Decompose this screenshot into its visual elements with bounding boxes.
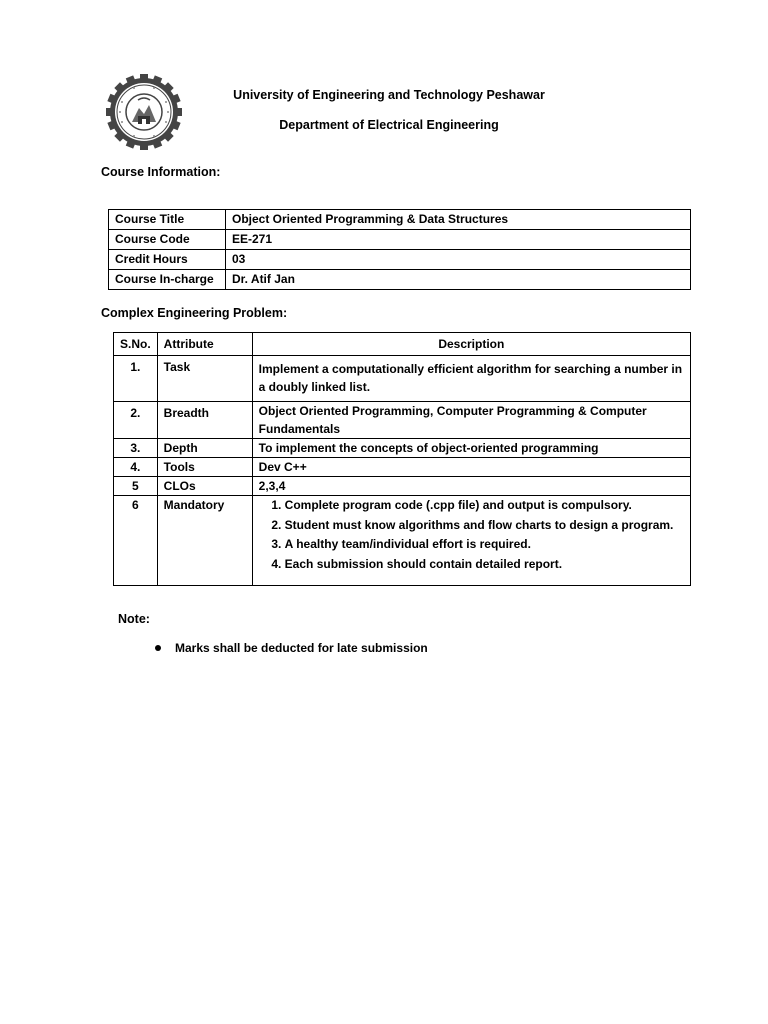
attribute-cell: Task — [157, 356, 252, 402]
column-header-sno: S.No. — [114, 333, 158, 356]
problem-table — [113, 332, 691, 586]
table-row — [109, 210, 691, 230]
course-incharge-label: Course In-charge — [109, 270, 226, 290]
attribute-cell: CLOs — [157, 477, 252, 496]
sno-cell: 6 — [114, 496, 158, 586]
department-name: Department of Electrical Engineering — [279, 118, 499, 132]
list-item: 4. Each submission should contain detailed report. — [285, 555, 684, 575]
attribute-cell: Mandatory — [157, 496, 252, 586]
column-header-attribute: Attribute — [157, 333, 252, 356]
table-row — [114, 402, 691, 439]
attribute-cell: Depth — [157, 439, 252, 458]
bullet-icon — [155, 645, 161, 651]
sno-cell: 3. — [114, 439, 158, 458]
sno-cell: 5 — [114, 477, 158, 496]
table-row — [114, 496, 691, 586]
attribute-cell: Tools — [157, 458, 252, 477]
note-text: Marks shall be deducted for late submission — [175, 641, 428, 655]
table-row — [109, 270, 691, 290]
table-row — [114, 477, 691, 496]
column-header-description: Description — [252, 333, 690, 356]
list-item: 2. Student must know algorithms and flow charts to design a program. — [285, 516, 684, 536]
table-header-row — [114, 333, 691, 356]
note-item — [155, 641, 428, 655]
sno-cell: 1. — [114, 356, 158, 402]
credit-hours-label: Credit Hours — [109, 250, 226, 270]
sno-cell: 4. — [114, 458, 158, 477]
university-name: University of Engineering and Technology Peshawar — [233, 88, 545, 102]
course-incharge-value: Dr. Atif Jan — [226, 270, 691, 290]
course-code-value: EE-271 — [226, 230, 691, 250]
table-row — [109, 250, 691, 270]
table-row — [114, 356, 691, 402]
table-row — [114, 458, 691, 477]
problem-heading: Complex Engineering Problem: — [101, 306, 288, 320]
list-item: 3. A healthy team/individual effort is required. — [285, 535, 684, 555]
description-cell: 2,3,4 — [252, 477, 690, 496]
credit-hours-value: 03 — [226, 250, 691, 270]
university-seal-icon — [104, 72, 184, 152]
description-cell: Object Oriented Programming, Computer Programming & Computer Fundamentals — [252, 402, 690, 439]
note-heading: Note: — [118, 612, 150, 626]
table-row — [109, 230, 691, 250]
description-cell — [252, 496, 690, 586]
course-code-label: Course Code — [109, 230, 226, 250]
description-cell: Implement a computationally efficient algorithm for searching a number in a doubly linked list. — [252, 356, 690, 402]
description-cell: Dev C++ — [252, 458, 690, 477]
mandatory-list — [259, 496, 684, 574]
list-item: 1. Complete program code (.cpp file) and output is compulsory. — [285, 496, 684, 516]
attribute-cell: Breadth — [157, 402, 252, 439]
description-cell: To implement the concepts of object-oriented programming — [252, 439, 690, 458]
sno-cell: 2. — [114, 402, 158, 439]
course-title-label: Course Title — [109, 210, 226, 230]
course-info-heading: Course Information: — [101, 165, 221, 179]
course-info-table — [108, 209, 691, 290]
table-row — [114, 439, 691, 458]
course-title-value: Object Oriented Programming & Data Structures — [226, 210, 691, 230]
